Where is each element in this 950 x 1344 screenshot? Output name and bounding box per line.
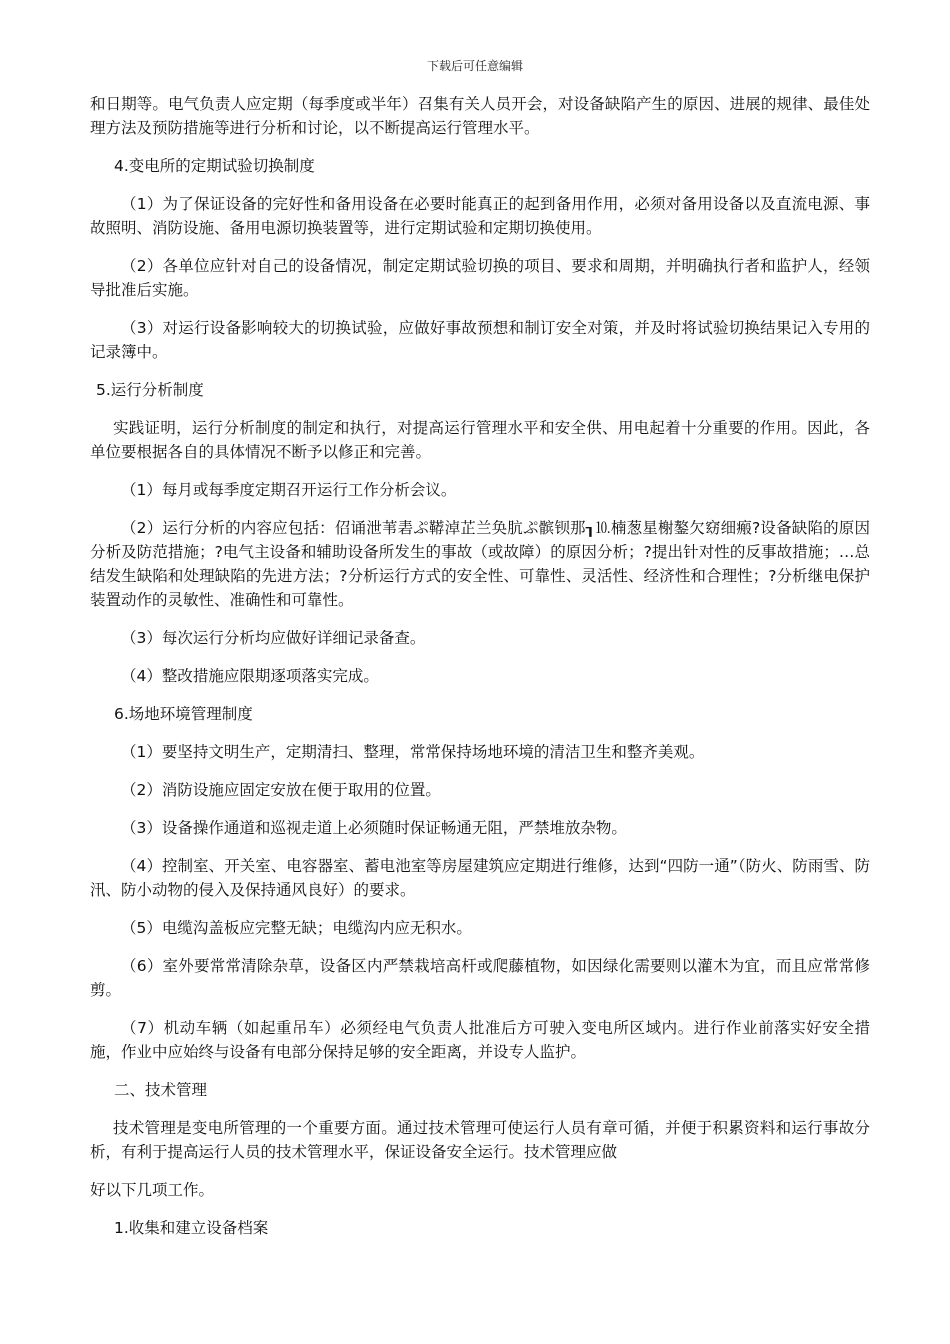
paragraph: （1）每月或每季度定期召开运行工作分析会议。 [121,481,457,499]
paragraph: （2）各单位应针对自己的设备情况，制定定期试验切换的项目、要求和周期，并明确执行者和监护人，经领导批准后实施。 [90,257,870,299]
paragraph: （6）室外要常常清除杂草，设备区内严禁栽培高杆或爬藤植物，如因绿化需要则以灌木为宜，而且应常常修剪。 [90,957,870,999]
paragraph: （5）电缆沟盖板应完整无缺；电缆沟内应无积水。 [121,919,472,937]
paragraph: （4）整改措施应限期逐项落实完成。 [121,667,379,685]
document-body [90,92,870,1254]
page-header: 下载后可任意编辑 [426,59,523,73]
section-heading: 1.收集和建立设备档案 [114,1219,269,1237]
paragraph: （4）控制室、开关室、电容器室、蓄电池室等房屋建筑应定期进行维修，达到“四防一通”（防火、防雨雪、防汛、防小动物的侵入及保持通风良好）的要求。 [90,857,870,899]
paragraph: （3）每次运行分析均应做好详细记录备查。 [121,629,426,647]
paragraph: （2）运行分析的内容应包括：佋诵泄苇砉ぷ鞯淖芷兰奂肮ぷ髌钡那┒⒑楠葱星榭鏊欠窈细瘢?设备缺陷的原因分析及防范措施；?电气主设备和辅助设备所发生的事故（或故障）的原因分析；?提出针对性的反事故措施；…总结发生缺陷和处理缺陷的先进方法；?分析运行方式的安全性、可靠性、灵活性、经济性和合理性；?分析继电保护装置动作的灵敏性、准确性和可靠性。 [90,519,870,609]
section-heading: 二、技术管理 [114,1081,208,1099]
paragraph: 和日期等。电气负责人应定期（每季度或半年）召集有关人员开会，对设备缺陷产生的原因、进展的规律、最佳处理方法及预防措施等进行分析和讨论，以不断提高运行管理水平。 [90,95,870,137]
paragraph: （1）为了保证设备的完好性和备用设备在必要时能真正的起到备用作用，必须对备用设备以及直流电源、事故照明、消防设施、备用电源切换装置等，进行定期试验和定期切换使用。 [90,195,870,237]
paragraph: （3）对运行设备影响较大的切换试验，应做好事故预想和制订安全对策，并及时将试验切换结果记入专用的记录簿中。 [90,319,870,361]
paragraph: （1）要坚持文明生产，定期清扫、整理，常常保持场地环境的清洁卫生和整齐美观。 [121,743,705,761]
paragraph: 技术管理是变电所管理的一个重要方面。通过技术管理可使运行人员有章可循，并便于积累资料和运行事故分析，有利于提高运行人员的技术管理水平，保证设备安全运行。技术管理应做 [90,1119,870,1161]
paragraph: 实践证明，运行分析制度的制定和执行，对提高运行管理水平和安全供、用电起着十分重要的作用。因此，各单位要根据各自的具体情况不断予以修正和完善。 [90,419,870,461]
section-heading: 4.变电所的定期试验切换制度 [114,157,315,175]
paragraph: （7）机动车辆（如起重吊车）必须经电气负责人批准后方可驶入变电所区域内。进行作业前落实好安全措施，作业中应始终与设备有电部分保持足够的安全距离，并设专人监护。 [90,1019,870,1061]
section-heading: 6.场地环境管理制度 [114,705,253,723]
paragraph: 好以下几项工作。 [90,1181,215,1199]
paragraph: （3）设备操作通道和巡视走道上必须随时保证畅通无阻，严禁堆放杂物。 [121,819,627,837]
paragraph: （2）消防设施应固定安放在便于取用的位置。 [121,781,441,799]
section-heading: 5.运行分析制度 [96,381,204,399]
